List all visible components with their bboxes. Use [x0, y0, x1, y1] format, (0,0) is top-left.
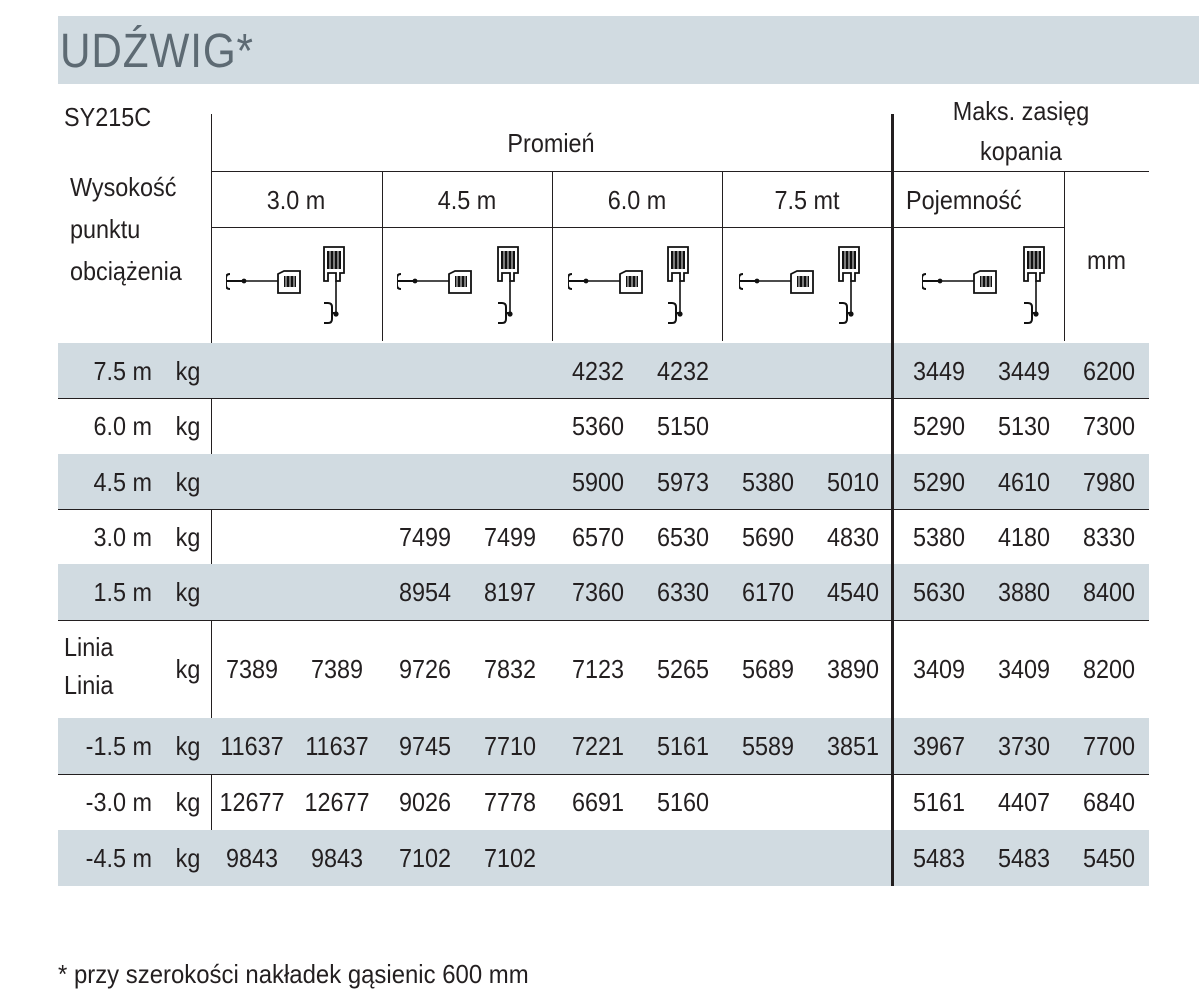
load-value-cell: 6530 — [656, 521, 710, 552]
header-col-divider-2 — [552, 171, 553, 341]
footnote: * przy szerokości nakładek gąsienic 600 mm — [58, 959, 529, 989]
load-value-cell: 5360 — [571, 411, 625, 441]
load-value-cell: 7123 — [571, 654, 625, 684]
load-value-cell: 5265 — [656, 654, 710, 684]
load-value-cell: 4232 — [571, 355, 625, 386]
max-reach-capacity-cell: 3449 — [997, 355, 1051, 386]
max-reach-capacity-cell: 5483 — [997, 843, 1051, 873]
load-value-cell: 7499 — [398, 521, 452, 552]
load-value-cell: 5689 — [741, 654, 795, 684]
load-value-cell: 6170 — [741, 577, 795, 607]
model-label: SY215C — [64, 102, 152, 132]
load-value-cell: 6570 — [571, 521, 625, 552]
row-unit: kg — [175, 411, 201, 441]
max-reach-capacity-cell: 5290 — [912, 466, 966, 497]
header-divider-icons — [211, 227, 1064, 228]
load-value-cell: 7778 — [483, 787, 537, 817]
row-height-label: Linia — [64, 670, 114, 700]
page-title: UDŹWIG* — [60, 25, 254, 78]
row-height-label: -3.0 m — [85, 787, 152, 817]
max-reach-mm-cell: 7700 — [1082, 731, 1136, 761]
load-value-cell: 7389 — [225, 654, 279, 684]
row-height-label: -1.5 m — [85, 731, 152, 761]
row-height-label: 3.0 m — [93, 521, 152, 552]
load-value-cell: 7102 — [398, 843, 452, 873]
max-reach-mm-cell: 5450 — [1082, 843, 1136, 873]
load-value-cell: 7221 — [571, 731, 625, 761]
row-divider — [58, 398, 1149, 399]
reach-unit: mm — [1086, 245, 1126, 275]
boom-side-load-icon — [322, 246, 352, 326]
load-value-cell: 11637 — [305, 731, 369, 761]
reach-separator — [891, 114, 894, 886]
boom-front-load-icon — [922, 270, 1002, 296]
radius-col-7-5: 7.5 mt — [774, 185, 840, 215]
height-label-line3: obciążenia — [70, 256, 182, 286]
load-value-cell: 5589 — [741, 731, 795, 761]
load-value-cell: 9726 — [398, 654, 452, 684]
load-value-cell: 6330 — [656, 577, 710, 607]
radius-col-3-0: 3.0 m — [266, 185, 326, 215]
row-divider — [58, 620, 1149, 621]
load-value-cell: 3851 — [826, 731, 880, 761]
height-label-line1: Wysokość — [70, 172, 177, 202]
row-unit: kg — [175, 843, 201, 873]
max-reach-mm-cell: 7300 — [1082, 411, 1136, 441]
load-value-cell: 12677 — [219, 787, 285, 817]
reach-header-line1: Maks. zasięg — [952, 96, 1090, 126]
header-col-divider-4 — [1064, 171, 1065, 341]
load-value-cell: 5380 — [741, 466, 795, 497]
max-reach-capacity-cell: 5130 — [997, 411, 1051, 441]
load-value-cell: 5160 — [656, 787, 710, 817]
row-unit: kg — [175, 577, 201, 607]
row-height-label: 1.5 m — [93, 577, 152, 607]
load-value-cell: 9745 — [398, 731, 452, 761]
boom-front-load-icon — [397, 270, 477, 296]
row-height-label: -4.5 m — [85, 843, 152, 873]
header-divider-reach — [893, 171, 1149, 172]
load-value-cell: 9843 — [310, 843, 364, 873]
row-divider — [58, 509, 1149, 510]
boom-front-load-icon — [739, 270, 819, 296]
load-value-cell: 7360 — [571, 577, 625, 607]
load-value-cell: 7710 — [483, 731, 537, 761]
boom-side-load-icon — [837, 246, 867, 326]
load-value-cell: 4540 — [826, 577, 880, 607]
boom-side-load-icon — [496, 246, 526, 326]
max-reach-mm-cell: 7980 — [1082, 466, 1136, 497]
load-value-cell: 5690 — [741, 521, 795, 552]
boom-side-load-icon — [1022, 246, 1052, 326]
boom-front-load-icon — [226, 270, 306, 296]
row-unit: kg — [175, 787, 201, 817]
row-unit: kg — [175, 355, 201, 386]
load-value-cell: 12677 — [304, 787, 370, 817]
max-reach-capacity-cell: 5161 — [912, 787, 966, 817]
reach-header-line2: kopania — [980, 136, 1062, 166]
max-reach-mm-cell: 6840 — [1082, 787, 1136, 817]
max-reach-capacity-cell: 3449 — [912, 355, 966, 386]
max-reach-mm-cell: 6200 — [1082, 355, 1136, 386]
max-reach-capacity-cell: 3880 — [997, 577, 1051, 607]
max-reach-capacity-cell: 4407 — [997, 787, 1051, 817]
max-reach-mm-cell: 8400 — [1082, 577, 1136, 607]
load-value-cell: 11637 — [220, 731, 284, 761]
radius-col-6-0: 6.0 m — [607, 185, 667, 215]
load-value-cell: 8197 — [483, 577, 537, 607]
row-unit: kg — [175, 654, 201, 684]
capacity-label: Pojemność — [906, 185, 1022, 215]
load-value-cell: 7102 — [483, 843, 537, 873]
max-reach-capacity-cell: 4610 — [997, 466, 1051, 497]
row-unit: kg — [175, 521, 201, 552]
row-height-label: 6.0 m — [93, 411, 152, 441]
load-value-cell: 7832 — [483, 654, 537, 684]
boom-front-load-icon — [568, 270, 648, 296]
height-label-line2: punktu — [70, 214, 141, 244]
load-value-cell: 9026 — [398, 787, 452, 817]
row-height-label: 7.5 m — [93, 355, 152, 386]
load-value-cell: 5010 — [826, 466, 880, 497]
row-unit: kg — [175, 466, 201, 497]
max-reach-capacity-cell: 5380 — [912, 521, 966, 552]
radius-header: Promień — [507, 128, 595, 158]
max-reach-mm-cell: 8200 — [1082, 654, 1136, 684]
load-value-cell: 9843 — [225, 843, 279, 873]
max-reach-capacity-cell: 4180 — [997, 521, 1051, 552]
max-reach-capacity-cell: 5290 — [912, 411, 966, 441]
header-divider-radius — [211, 171, 891, 172]
max-reach-capacity-cell: 3409 — [997, 654, 1051, 684]
row-height-label: Linia — [64, 632, 114, 662]
radius-col-4-5: 4.5 m — [437, 185, 497, 215]
max-reach-capacity-cell: 5630 — [912, 577, 966, 607]
max-reach-capacity-cell: 3730 — [997, 731, 1051, 761]
load-value-cell: 5150 — [656, 411, 710, 441]
row-unit: kg — [175, 731, 201, 761]
max-reach-capacity-cell: 3409 — [912, 654, 966, 684]
load-value-cell: 5161 — [656, 731, 710, 761]
load-value-cell: 6691 — [571, 787, 625, 817]
max-reach-mm-cell: 8330 — [1082, 521, 1136, 552]
header-col-divider-1 — [382, 171, 383, 341]
load-value-cell: 3890 — [826, 654, 880, 684]
max-reach-capacity-cell: 5483 — [912, 843, 966, 873]
boom-side-load-icon — [666, 246, 696, 326]
load-value-cell: 7499 — [483, 521, 537, 552]
load-value-cell: 7389 — [310, 654, 364, 684]
max-reach-capacity-cell: 3967 — [912, 731, 966, 761]
row-divider — [58, 774, 1149, 775]
load-value-cell: 4830 — [826, 521, 880, 552]
header-col-divider-3 — [722, 171, 723, 341]
row-height-label: 4.5 m — [93, 466, 152, 497]
load-value-cell: 8954 — [398, 577, 452, 607]
load-value-cell: 5973 — [656, 466, 710, 497]
load-value-cell: 4232 — [656, 355, 710, 386]
load-value-cell: 5900 — [571, 466, 625, 497]
